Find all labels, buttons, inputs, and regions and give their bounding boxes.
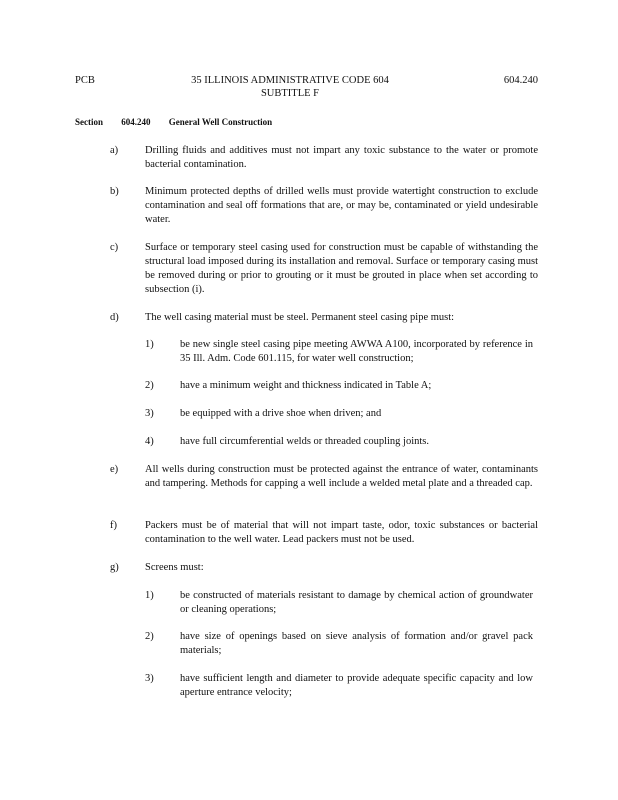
- header-center: [140, 74, 440, 100]
- paragraph-text: have size of openings based on sieve analysis of formation and/or gravel pack materials;: [180, 631, 533, 656]
- paragraph-label: 2): [145, 380, 154, 391]
- subsection-text: Surface or temporary steel casing used for construction must be capable of withstanding the structural load imposed during its installation and removal. Surface or temporary casing must be removed during or prior to grouting or it must be grouted in place when set according to subsection (i).: [145, 242, 538, 295]
- paragraph-text: be new single steel casing pipe meeting AWWA A100, incorporated by reference in 35 Ill. Adm. Code 601.115, for water well construction;: [180, 339, 533, 364]
- paragraph-text: be equipped with a drive shoe when driven; and: [180, 408, 382, 419]
- subsection-text: Screens must:: [145, 562, 204, 573]
- section-title: General Well Construction: [168, 117, 273, 127]
- subsection-label: f): [110, 520, 117, 531]
- subsection-text: Drilling fluids and additives must not impart any toxic substance to the water or promote bacterial contamination.: [145, 145, 538, 170]
- subsection-text: All wells during construction must be protected against the entrance of water, contaminants and tampering. Methods for capping a well include a welded metal plate and a threaded cap.: [145, 464, 538, 489]
- header-code-line: 35 ILLINOIS ADMINISTRATIVE CODE 604: [191, 75, 389, 86]
- paragraph-label: 3): [145, 408, 154, 419]
- paragraph-text: be constructed of materials resistant to damage by chemical action of groundwater or cleaning operations;: [180, 590, 533, 615]
- header-right: 604.240: [503, 75, 538, 86]
- subsection-label: g): [110, 562, 119, 573]
- paragraph-label: 3): [145, 673, 154, 684]
- header-left: PCB: [75, 75, 95, 86]
- subsection-text: Minimum protected depths of drilled wells must provide watertight construction to exclude contamination and seal off formations that are, or may be, contaminated or yield undesirable water.: [145, 186, 538, 225]
- header-subtitle-line: SUBTITLE F: [260, 88, 320, 99]
- subsection-label: a): [110, 145, 119, 156]
- subsection-text: The well casing material must be steel. Permanent steel casing pipe must:: [145, 312, 455, 323]
- section-number: 604.240: [121, 117, 151, 127]
- paragraph-text: have a minimum weight and thickness indicated in Table A;: [180, 380, 432, 391]
- section-word: Section: [75, 117, 103, 127]
- subsection-text: Packers must be of material that will not impart taste, odor, toxic substances or bacterial contamination to the well water. Lead packers must not be used.: [145, 520, 538, 545]
- subsection-label: d): [110, 312, 119, 323]
- section-heading: [75, 117, 288, 127]
- paragraph-text: have full circumferential welds or threaded coupling joints.: [180, 436, 430, 447]
- paragraph-text: have sufficient length and diameter to provide adequate specific capacity and low aperture entrance velocity;: [180, 673, 533, 698]
- subsection-label: e): [110, 464, 119, 475]
- paragraph-label: 2): [145, 631, 154, 642]
- subsection-label: b): [110, 186, 119, 197]
- paragraph-label: 1): [145, 590, 154, 601]
- paragraph-label: 4): [145, 436, 154, 447]
- subsection-label: c): [110, 242, 119, 253]
- paragraph-label: 1): [145, 339, 154, 350]
